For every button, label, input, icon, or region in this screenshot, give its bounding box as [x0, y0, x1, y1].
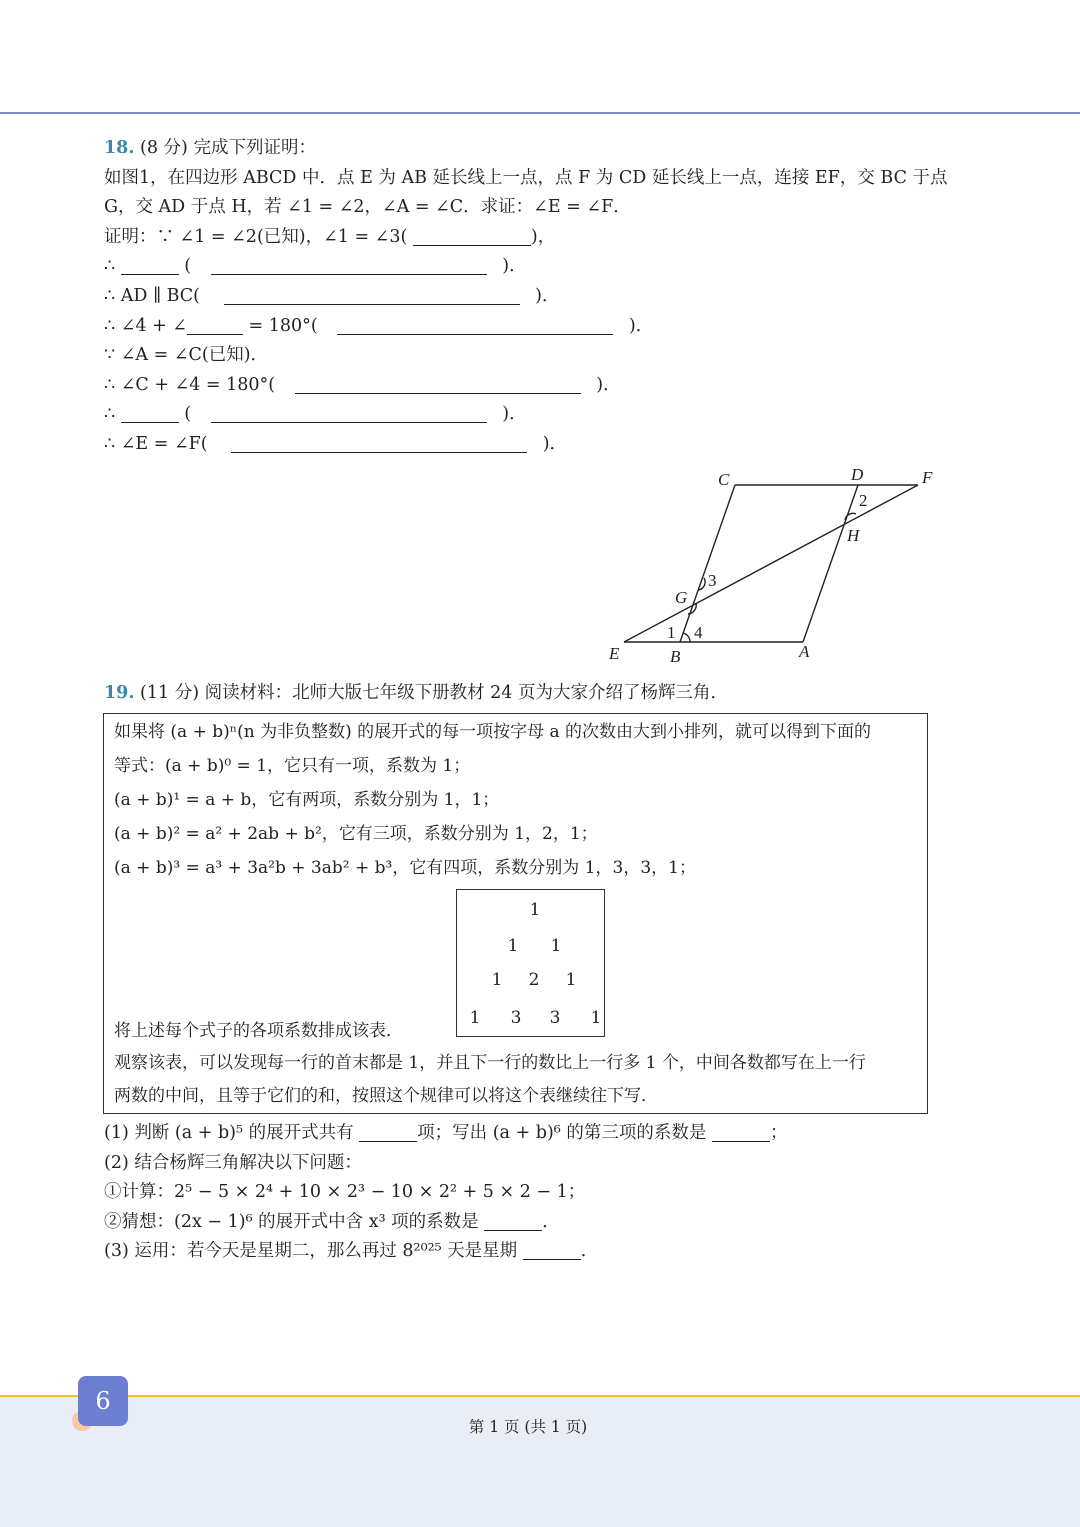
answer-blank[interactable] [121, 402, 179, 423]
q19-part-2-1: ①计算：2⁵ − 5 × 2⁴ + 10 × 2³ − 10 × 2² + 5 × 2 − 1； [104, 1182, 586, 1202]
q18-title-line [104, 134, 964, 164]
open-paren: ( [184, 404, 192, 425]
proof-line-8 [104, 430, 964, 460]
therefore-symbol: ∴ [104, 374, 116, 395]
segment-da [803, 485, 858, 642]
angle-4-prefix: ∠4 + ∠ [120, 315, 187, 336]
proof-line-6 [104, 371, 964, 401]
q18-number: 18. [104, 138, 135, 158]
q18-stem-line-1: 如图1，在四边形 ABCD 中．点 E 为 AB 延长线上一点，点 F 为 CD 延长线上一点，连接 EF，交 BC 于点 [104, 167, 948, 188]
period: ． [580, 1241, 599, 1261]
q19-part-3 [104, 1237, 787, 1267]
answer-blank[interactable] [121, 254, 179, 275]
label-angle-4: 4 [694, 623, 703, 642]
triangle-number: 1 [550, 936, 562, 956]
triangle-number: 1 [590, 1008, 602, 1028]
period: ． [542, 1211, 560, 1232]
reason-blank[interactable] [211, 254, 487, 275]
reading-line-3: (a + b)¹ = a + b，它有两项，系数分别为 1，1； [114, 790, 500, 810]
label-d: D [851, 465, 864, 484]
open-paren: ( [184, 256, 192, 277]
part-1-end: ； [769, 1123, 788, 1143]
triangle-number: 3 [549, 1008, 561, 1028]
label-angle-2: 2 [859, 491, 868, 510]
therefore-symbol: ∴ [104, 256, 116, 277]
question-18 [104, 134, 964, 460]
q19-part-1 [104, 1119, 787, 1149]
ad-parallel-bc: AD ∥ BC( [120, 285, 200, 306]
triangle-number: 2 [528, 970, 540, 990]
q19-title-line [104, 679, 728, 708]
reading-line-6: 将上述每个式子的各项系数排成该表． [114, 1021, 403, 1041]
q19-number: 19. [104, 683, 135, 703]
part-2-2-text: ②猜想：(2x − 1)⁶ 的展开式中含 x³ 项的系数是 [104, 1211, 479, 1232]
therefore-symbol: ∴ [104, 404, 116, 425]
footer-rule [0, 1395, 1080, 1397]
triangle-number: 1 [507, 936, 519, 956]
answer-blank[interactable] [187, 314, 243, 335]
triangle-number: 3 [510, 1008, 522, 1028]
label-h: H [847, 526, 860, 545]
answer-blank[interactable] [712, 1121, 770, 1142]
reading-line-1: 如果将 (a + b)ⁿ(n 为非负整数) 的展开式的每一项按字母 a 的次数由大到小排列，就可以得到下面的 [114, 722, 872, 742]
close-paren: )． [502, 256, 527, 277]
proof-line-1 [104, 223, 964, 253]
reason-blank[interactable] [337, 314, 613, 335]
proof-line-7 [104, 400, 964, 430]
label-e: E [609, 644, 620, 663]
proof-end: )， [530, 226, 556, 247]
triangle-number: 1 [491, 970, 503, 990]
angle-4-arc [683, 633, 690, 642]
header-rule [0, 112, 1080, 114]
angle-4-suffix: = 180°( [248, 315, 318, 336]
close-paren: )． [535, 285, 560, 306]
close-paren: )． [542, 433, 568, 454]
reading-line-7: 观察该表，可以发现每一行的首末都是 1，并且下一行的数比上一行多 1 个，中间各数都写在上一行 [114, 1053, 866, 1073]
angle-e-equals-f: ∠E = ∠F( [120, 433, 208, 454]
part-3-text: (3) 运用：若今天是星期二，那么再过 8²⁰²⁵ 天是星期 [104, 1241, 518, 1261]
because-symbol: ∵ [104, 345, 116, 366]
reason-blank[interactable] [295, 373, 581, 394]
q18-stem-line-2: G，交 AD 于点 H，若 ∠1 = ∠2，∠A = ∠C．求证：∠E = ∠F． [104, 197, 631, 218]
answer-blank[interactable] [523, 1239, 581, 1260]
q19-part-2-2 [104, 1208, 787, 1238]
reading-line-5: (a + b)³ = a³ + 3a²b + 3ab² + b³，它有四项，系数分别为 1，3，3，1； [114, 858, 696, 878]
proof-line-4 [104, 312, 964, 342]
proof-start: 证明：∵ ∠1 = ∠2(已知)，∠1 = ∠3( [104, 226, 408, 247]
therefore-symbol: ∴ [104, 433, 116, 454]
triangle-number: 1 [565, 970, 577, 990]
part-1-text-2: 项；写出 (a + b)⁶ 的第三项的系数是 [417, 1123, 707, 1143]
answer-blank[interactable] [484, 1210, 542, 1231]
triangle-number: 1 [469, 1008, 481, 1028]
answer-blank[interactable] [359, 1121, 417, 1142]
reason-blank[interactable] [224, 284, 520, 305]
proof-line-2 [104, 252, 964, 282]
segment-cb [680, 485, 735, 642]
close-paren: )． [596, 374, 621, 395]
label-angle-1: 1 [667, 623, 676, 642]
q18-title: (8 分) 完成下列证明： [140, 138, 316, 158]
page-footer-text: 第 1 页 (共 1 页) [468, 1418, 588, 1436]
triangle-number: 1 [529, 900, 541, 920]
reason-blank[interactable] [231, 432, 527, 453]
q19-title: (11 分) 阅读材料：北师大版七年级下册教材 24 页为大家介绍了杨辉三角． [140, 683, 728, 703]
page-number-badge: 6 [78, 1376, 128, 1426]
label-a: A [799, 642, 810, 661]
quadrilateral-diagram [600, 462, 950, 670]
label-f: F [922, 468, 933, 487]
part-1-text: (1) 判断 (a + b)⁵ 的展开式共有 [104, 1123, 354, 1143]
reading-line-2: 等式：(a + b)⁰ = 1，它只有一项，系数为 1； [114, 756, 471, 776]
label-c: C [718, 470, 730, 489]
reason-blank[interactable] [211, 402, 487, 423]
close-paren: )． [628, 315, 654, 336]
segment-ef [624, 485, 918, 642]
geometry-figure [600, 462, 950, 670]
q19-part-2: (2) 结合杨辉三角解决以下问题： [104, 1152, 362, 1173]
close-paren: )． [502, 404, 527, 425]
reading-material-box [103, 713, 928, 1114]
proof-line-5 [104, 341, 964, 371]
angle-a-equals-c: ∠A = ∠C(已知)． [120, 345, 269, 366]
label-b: B [670, 647, 681, 666]
therefore-symbol: ∴ [104, 315, 116, 336]
reading-line-8: 两数的中间，且等于它们的和，按照这个规律可以将这个表继续往下写． [114, 1086, 658, 1106]
answer-blank[interactable] [413, 225, 531, 246]
angle-c-plus-4: ∠C + ∠4 = 180°( [120, 374, 276, 395]
label-angle-3: 3 [708, 571, 717, 590]
label-g: G [675, 588, 688, 607]
reading-line-4: (a + b)² = a² + 2ab + b²，它有三项，系数分别为 1，2，1； [114, 824, 598, 844]
proof-line-3 [104, 282, 964, 312]
yanghui-triangle [456, 889, 605, 1037]
q19-subquestions [104, 1119, 787, 1267]
therefore-symbol: ∴ [104, 285, 116, 306]
